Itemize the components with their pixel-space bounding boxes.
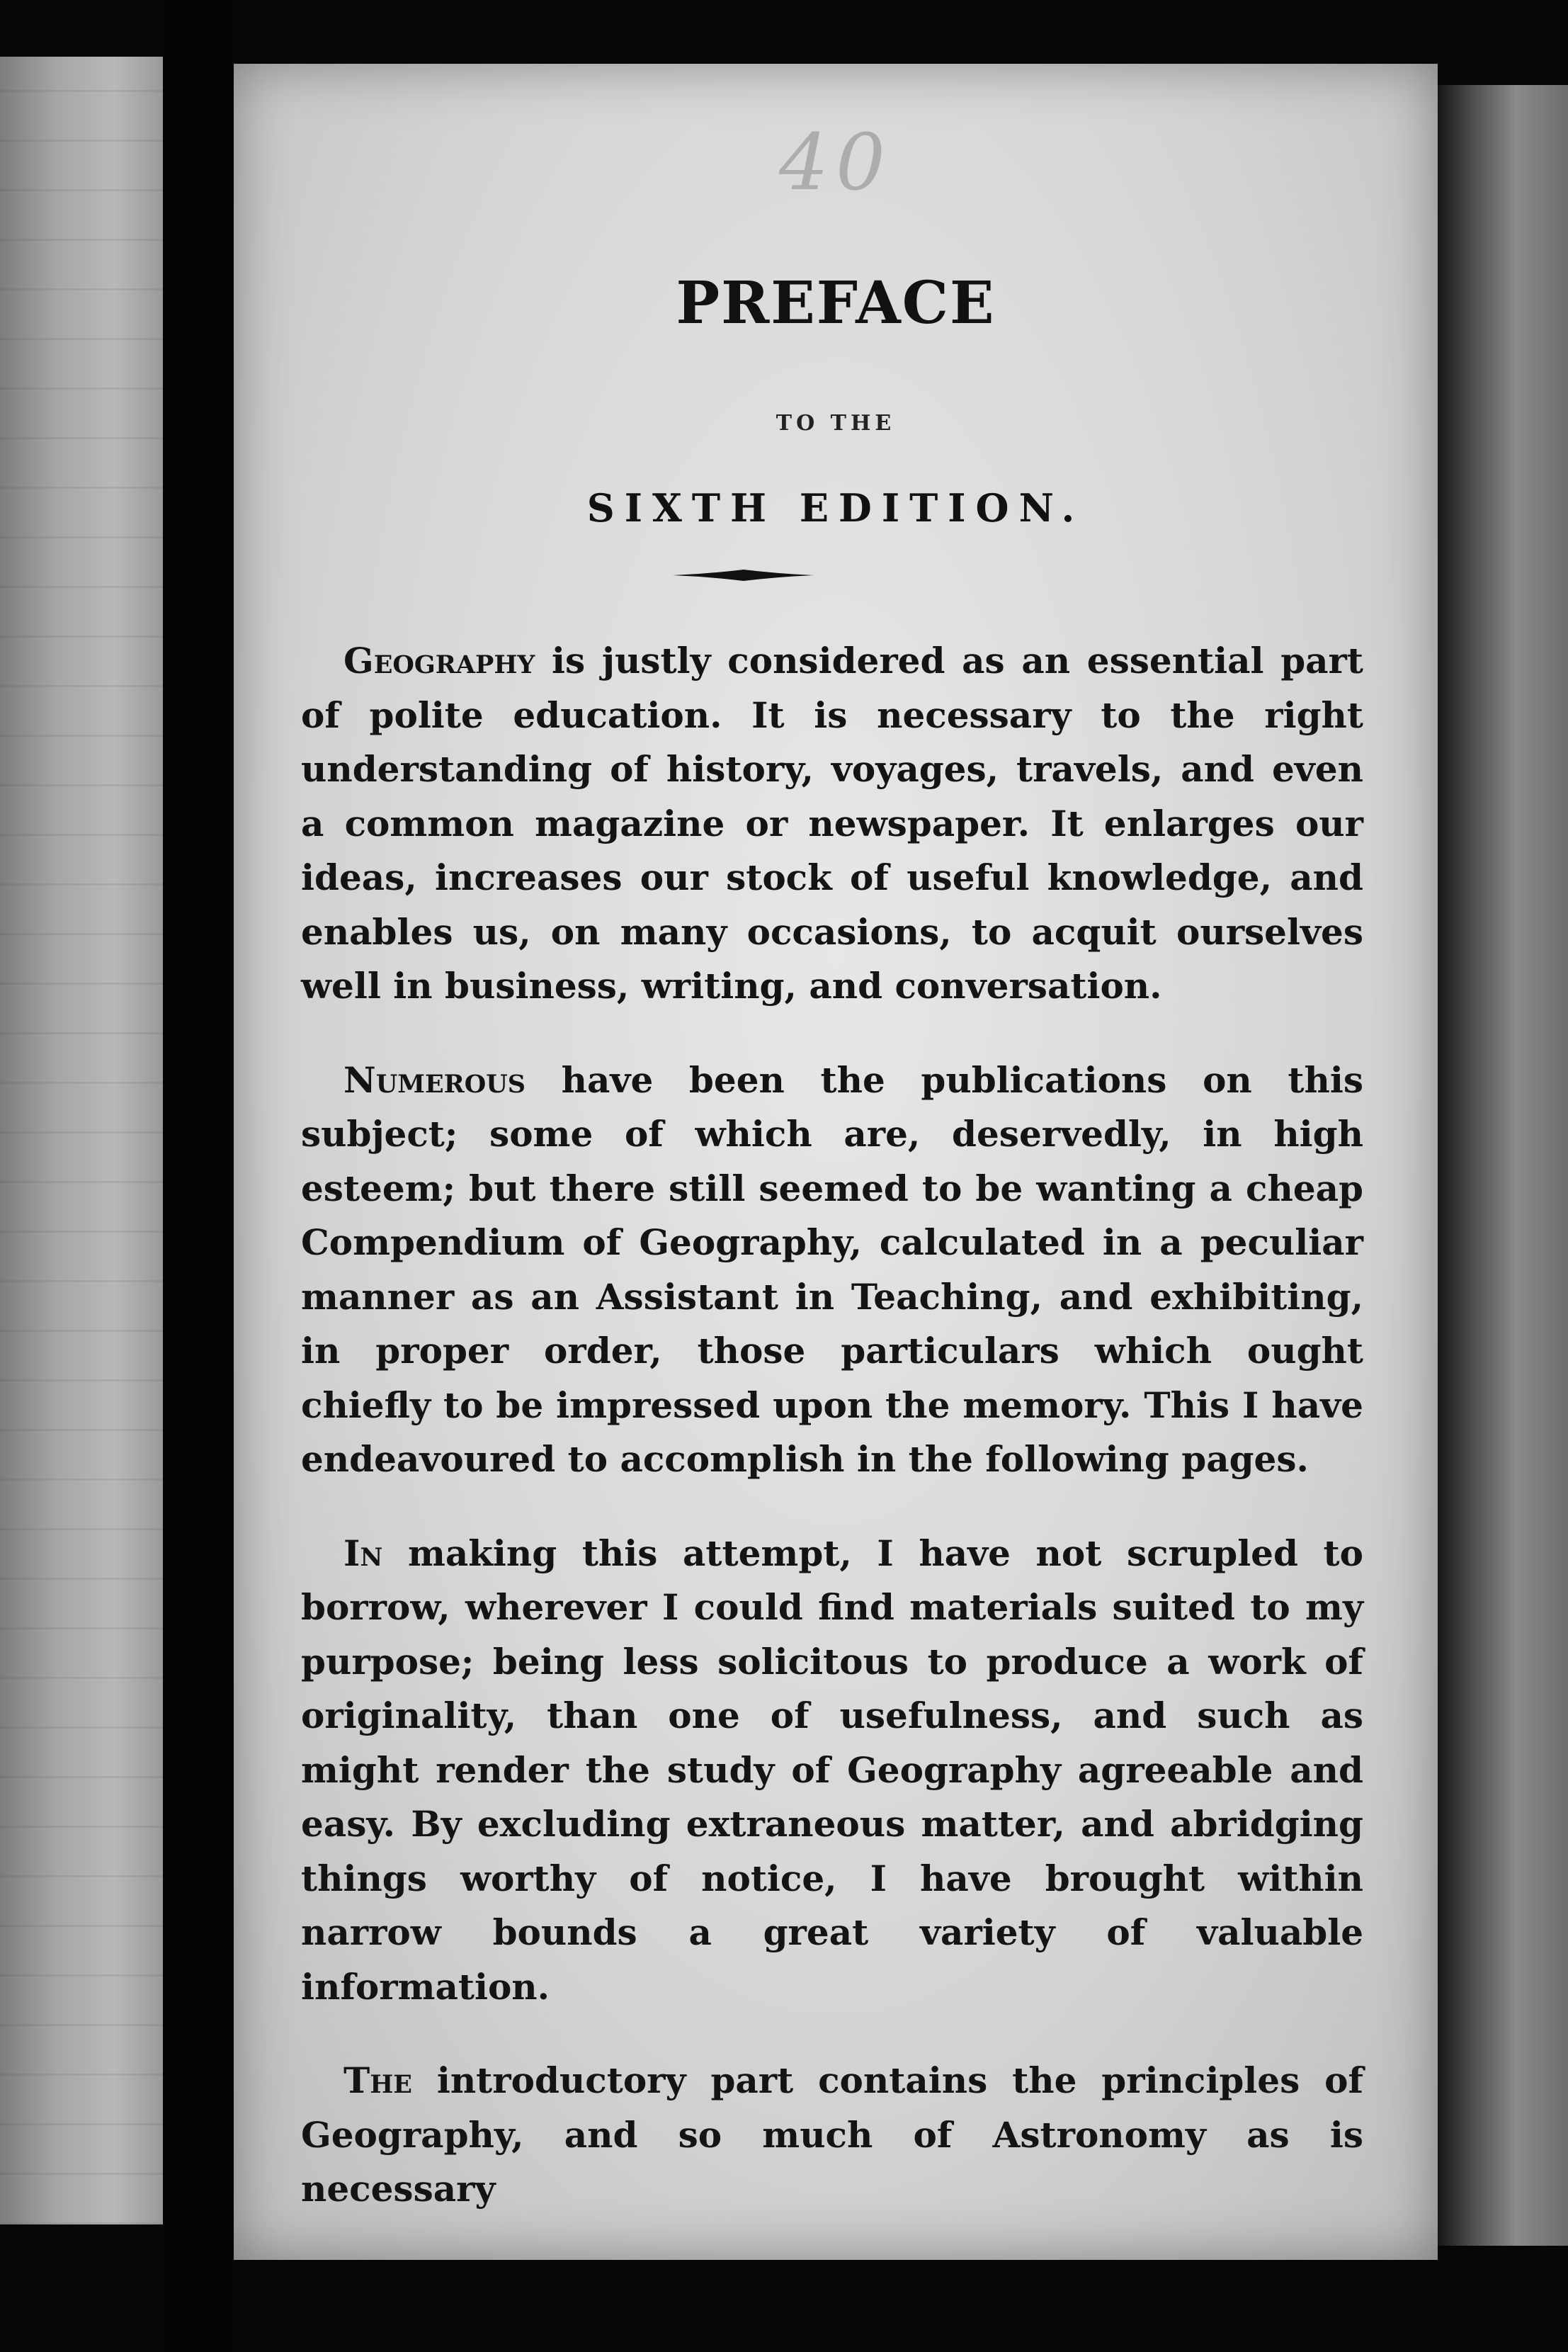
ornament-rule-icon [673, 567, 814, 584]
paragraph-text: is justly considered as an essential part of polite education. It is necessary to the right understanding of history, voyages, travels, and even a common magazine or newspaper. It enlarges our ideas, increases our stock of useful knowledge, and enables us, on many occasions, to acquit ourselves well in business, writing, and conversation. [301, 640, 1363, 1007]
paragraph-text: have been the publications on this subject; some of which are, deservedly, in high esteem; but there still seemed to be wanting a cheap Compendium of Geography, calculated in a peculiar manner as an Assistant in Teaching, and exhibiting, in proper order, those particulars which ought chiefly to be impressed upon the memory. This I have endeavoured to accomplish in the following pages. [301, 1058, 1363, 1480]
preface-title: PREFACE [676, 269, 996, 337]
book-gutter [163, 0, 234, 2352]
adjacent-page-edge [0, 57, 163, 2224]
paragraph-1 [301, 634, 1363, 1014]
paragraph-lead: In [343, 1532, 383, 1574]
paragraph-2 [301, 1053, 1363, 1487]
paragraph-4 [301, 2054, 1363, 2217]
edition-heading: SIXTH EDITION. [586, 485, 1085, 531]
paragraph-text: introductory part contains the principles of Geography, and so much of Astronomy as is necessary [301, 2059, 1363, 2210]
handwritten-mark: 40 [779, 117, 892, 208]
preface-subtitle: TO THE [776, 411, 896, 436]
paragraph-lead: Numerous [343, 1058, 526, 1101]
next-page-edge [1438, 85, 1568, 2246]
paragraph-text: making this attempt, I have not scrupled to borrow, wherever I could find materials suited to my purpose; being less solicitous to produce a work of originality, than one of usefulness, and such as might render the study of Geography agreeable and easy. By excluding extraneous matter, and abridging things worthy of notice, I have brought within narrow bounds a great variety of valuable information. [301, 1532, 1363, 2008]
paragraph-lead: Geography [343, 640, 535, 682]
paragraph-lead: The [343, 2059, 412, 2101]
preface-body [234, 634, 1363, 2256]
paragraph-3 [301, 1527, 1363, 2015]
